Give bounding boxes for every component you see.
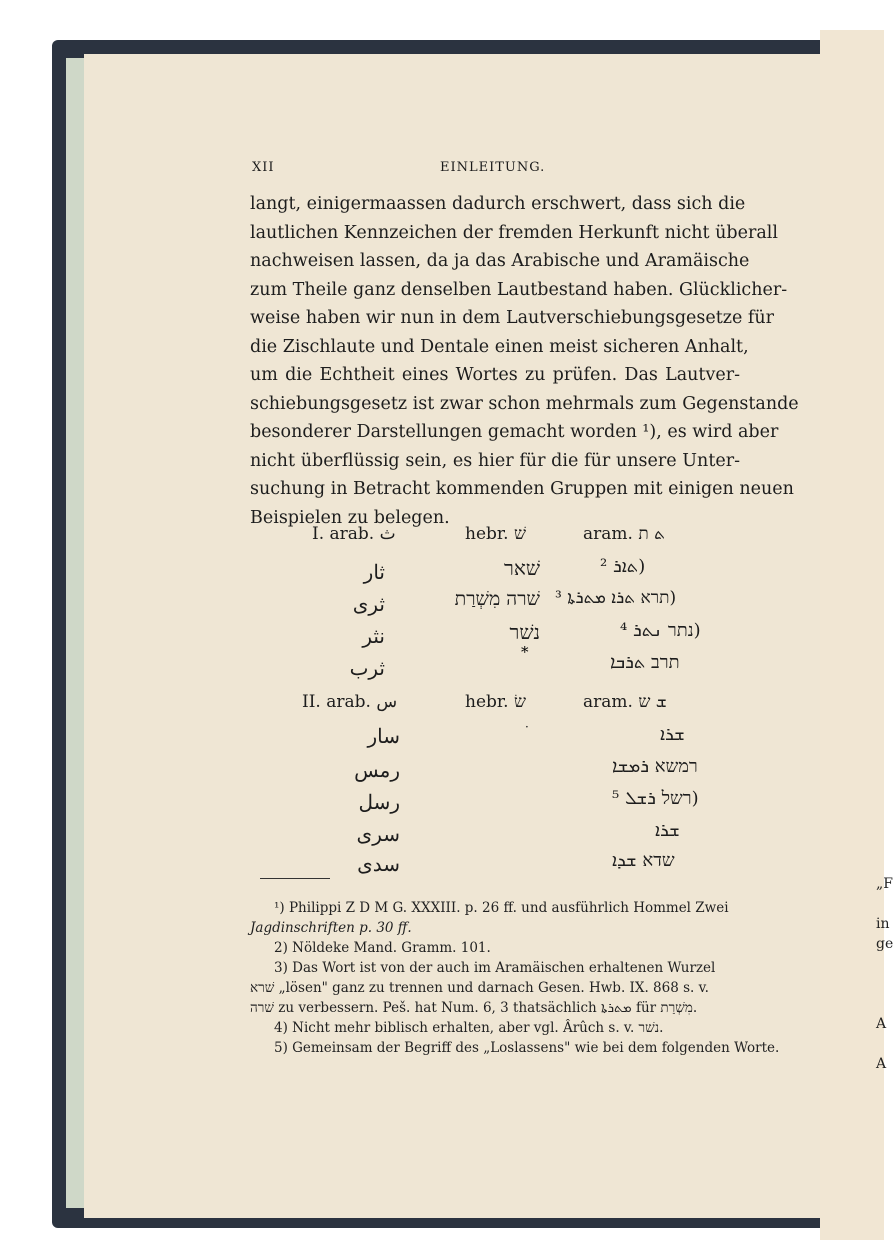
table1-aram-cell: תרא ܬܪܐ ܡܬܪܬܐ ³) (555, 588, 677, 608)
table2-aram-cell: ܫܪܐ (660, 724, 685, 745)
table2-arab-cell: سرى (356, 822, 400, 846)
text-line: weise haben wir nun in dem Lautverschiebungsgesetze für (250, 308, 775, 328)
facing-page-fragment: in (876, 916, 890, 932)
footnote-line: 4) Nicht mehr biblisch erhalten, aber vgl. Ârûch s. v. נשׁר. (274, 1020, 664, 1036)
body-text (250, 190, 799, 532)
text-line: die Zischlaute und Dentale einen meist sicheren Anhalt, (250, 336, 749, 357)
footnote-line: שׁרה zu verbessern. Peš. hat Num. 6, 3 thatsächlich ܡܬܪܬܐ für מִשְׁרַת. (250, 1000, 698, 1016)
text-line: suchung in Betracht kommenden Gruppen mit einigen neuen (250, 479, 794, 499)
footnotes (250, 898, 780, 1058)
table2-hebr-cell: · (525, 720, 529, 734)
table1-hebr-cell: שׁרה מִשְׁרַת (454, 588, 540, 610)
text-line: lautlichen Kennzeichen der fremden Herkunft nicht überall (250, 222, 778, 243)
table2-arab-cell: رمس (354, 758, 400, 782)
text-line: nachweisen lassen, da ja das Arabische und Aramäische (250, 251, 750, 271)
table1-arab-cell: ثرى (352, 592, 385, 616)
text-line: nicht überflüssig sein, es hier für die für unsere Unter- (250, 450, 740, 471)
table2-head-arab: II. arab. س (302, 692, 398, 712)
footnote-line: 3) Das Wort ist von der auch im Aramäischen erhaltenen Wurzel (274, 960, 716, 976)
table2-head-hebr: hebr. שׂ (465, 692, 527, 712)
table1-arab-cell: ثار (363, 560, 385, 584)
table1-head-aram: aram. ܬ ת (583, 524, 665, 544)
text-line: schiebungsgesetz ist zwar schon mehrmals zum Gegenstande (250, 393, 799, 414)
running-title: EINLEITUNG. (440, 160, 546, 175)
table1-aram-cell: נתר ܢܬܪ ⁴) (620, 620, 701, 641)
table2-aram-cell: שדא ܫܕܐ (612, 850, 675, 871)
table2-arab-cell: رسل (358, 790, 400, 814)
table2-aram-cell: ܫܪܐ (655, 820, 680, 841)
table1-head-hebr: hebr. שׁ (465, 524, 527, 544)
text-line: Beispielen zu belegen. (250, 507, 450, 528)
footnote-line: 5) Gemeinsam der Begriff des „Loslassens" wie bei dem folgenden Worte. (274, 1040, 780, 1056)
footnote-line: Jagdinschriften p. 30 ff. (250, 920, 412, 936)
footnote-line: שׁרא „lösen" ganz zu trennen und darnach Gesen. Hwb. IX. 868 s. v. (250, 980, 709, 996)
footnote-line: ¹) Philippi Z D M G. XXXIII. p. 26 ff. und ausführlich Hommel Zwei (274, 900, 729, 916)
page-number: XII (252, 160, 275, 175)
table2-head-aram: aram. ܫ ש (583, 692, 667, 712)
table1-arab-cell: ثرب (349, 656, 385, 680)
facing-page-fragment: ge (876, 936, 893, 952)
table1-hebr-cell: נשׁר (509, 620, 540, 644)
text-line: langt, einigermaassen dadurch erschwert, dass sich die (250, 194, 746, 214)
text-line: zum Theile ganz denselben Lautbestand haben. Glücklicher- (250, 279, 788, 300)
table1-aram-cell: תרב ܬܪܒܐ (610, 652, 680, 673)
table1-aram-cell: ܬܐܪ ²) (600, 556, 646, 577)
facing-page-fragment: A (876, 1056, 887, 1072)
table1-hebr-cell: * (521, 643, 529, 661)
table2-arab-cell: سار (367, 724, 400, 748)
table1-hebr-cell: שׁאר (504, 556, 540, 580)
text-line: um die Echtheit eines Wortes zu prüfen. Das Lautver- (250, 365, 740, 385)
table1-head-arab: I. arab. ث (312, 524, 396, 544)
facing-page-fragment: „F (876, 876, 893, 892)
text-line: besonderer Darstellungen gemacht worden ¹), es wird aber (250, 422, 779, 442)
table2-aram-cell: רמשא ܪܡܫܐ (612, 756, 698, 777)
facing-page-fragment: A (876, 1016, 887, 1032)
footnote-separator (260, 878, 330, 879)
table2-arab-cell: سدى (357, 852, 400, 876)
table1-arab-cell: نثر (362, 624, 385, 648)
table2-aram-cell: רשל ܪܫܠ ⁵) (612, 788, 699, 809)
footnote-line: 2) Nöldeke Mand. Gramm. 101. (274, 940, 491, 956)
